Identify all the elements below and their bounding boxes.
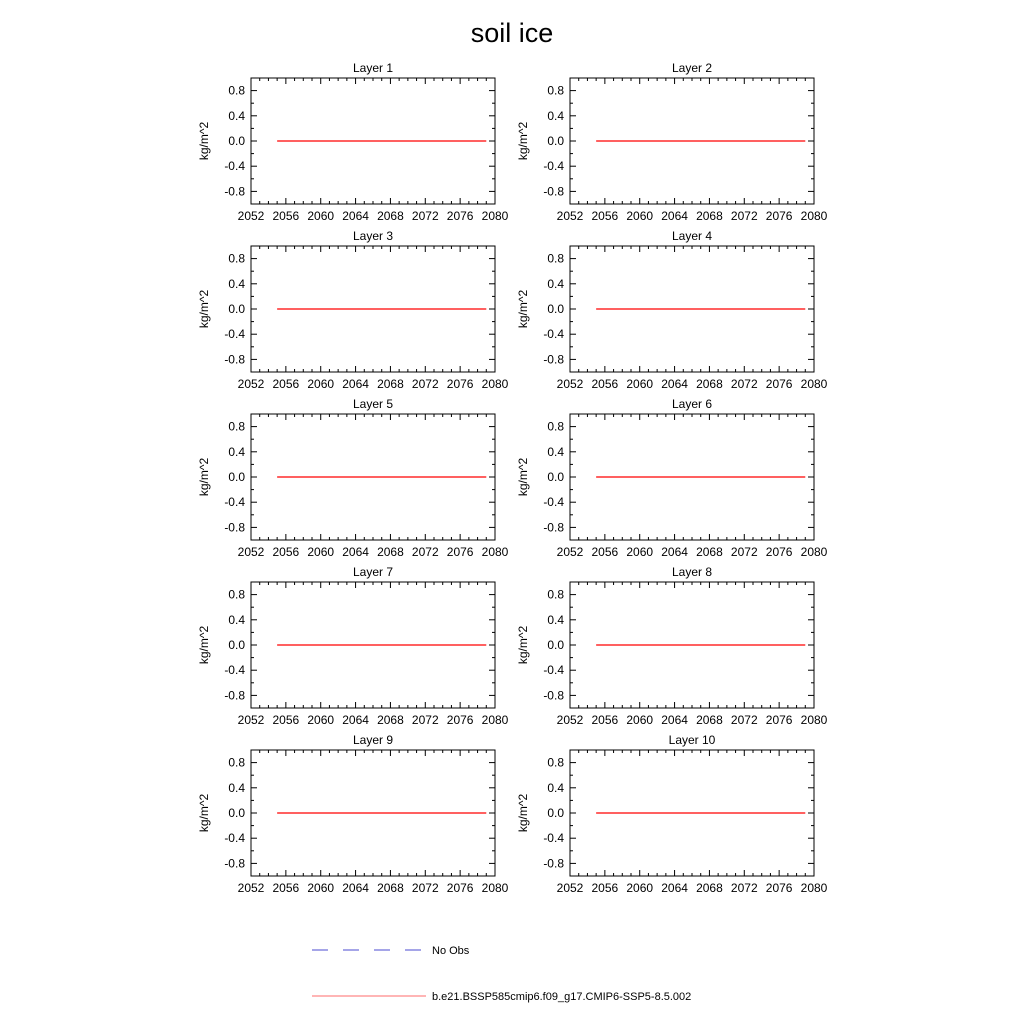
x-tick-label: 2060 [626,209,654,223]
y-axis-label: kg/m^2 [197,289,211,329]
y-tick-label: -0.4 [543,663,564,678]
x-tick-label: 2052 [237,545,265,559]
x-tick-label: 2064 [661,209,688,223]
x-tick-label: 2072 [411,377,439,391]
y-tick-label: 0.0 [547,134,564,148]
x-tick-label: 2060 [307,545,335,559]
x-tick-label: 2060 [626,545,654,559]
y-tick-label: 0.8 [547,587,564,602]
x-tick-label: 2068 [377,713,404,727]
panel-layer-5 [197,397,509,559]
x-tick-label: 2064 [661,545,688,559]
x-tick-label: 2072 [411,545,439,559]
x-tick-label: 2060 [626,377,654,391]
x-tick-label: 2080 [800,545,828,559]
y-tick-label: 0.0 [228,470,245,484]
y-axis-label: kg/m^2 [197,121,211,161]
y-tick-label: 0.8 [547,755,564,770]
x-tick-label: 2068 [696,713,723,727]
x-tick-label: 2068 [377,881,404,895]
y-axis-label: kg/m^2 [197,625,211,665]
x-tick-label: 2076 [765,881,793,895]
x-tick-label: 2068 [696,545,723,559]
x-tick-label: 2076 [446,209,474,223]
x-tick-label: 2064 [661,377,688,391]
panel-title: Layer 4 [671,229,713,243]
figure-title: soil ice [470,18,554,48]
x-tick-label: 2052 [237,713,265,727]
y-tick-label: -0.8 [224,856,245,871]
y-tick-label: -0.8 [543,856,564,871]
x-tick-label: 2080 [481,545,509,559]
x-tick-label: 2060 [307,377,335,391]
x-tick-label: 2068 [377,545,404,559]
panel-layer-8 [516,565,828,727]
y-tick-label: -0.8 [224,184,245,199]
y-tick-label: 0.4 [547,276,564,291]
x-tick-label: 2064 [661,881,688,895]
x-tick-label: 2072 [411,881,439,895]
y-tick-label: -0.4 [224,831,245,846]
panel-title: Layer 6 [671,397,713,411]
x-tick-label: 2076 [446,377,474,391]
x-tick-label: 2072 [411,209,439,223]
panel-layer-9 [197,733,509,895]
x-tick-label: 2068 [696,209,723,223]
x-tick-label: 2080 [481,713,509,727]
y-tick-label: 0.8 [228,83,245,98]
y-tick-label: 0.8 [228,587,245,602]
x-tick-label: 2076 [765,377,793,391]
y-tick-label: -0.4 [224,327,245,342]
x-tick-label: 2064 [342,713,369,727]
panels [197,61,828,895]
y-tick-label: -0.8 [543,688,564,703]
x-tick-label: 2060 [307,209,335,223]
y-tick-label: 0.0 [228,638,245,652]
y-tick-label: 0.8 [547,251,564,266]
x-tick-label: 2052 [237,209,265,223]
x-tick-label: 2056 [272,713,300,727]
x-tick-label: 2080 [481,881,509,895]
x-tick-label: 2056 [591,881,619,895]
y-tick-label: 0.0 [547,302,564,316]
y-tick-label: 0.4 [228,612,245,627]
x-tick-label: 2068 [696,881,723,895]
y-tick-label: -0.4 [543,495,564,510]
panel-title: Layer 1 [352,61,394,75]
panel-title: Layer 10 [668,733,716,747]
x-tick-label: 2080 [481,377,509,391]
x-tick-label: 2064 [342,545,369,559]
x-tick-label: 2052 [556,209,584,223]
y-tick-label: 0.8 [228,251,245,266]
y-tick-label: 0.0 [547,470,564,484]
panel-title: Layer 3 [352,229,394,243]
y-axis-label: kg/m^2 [197,793,211,833]
y-axis-label: kg/m^2 [516,289,530,329]
y-tick-label: 0.4 [228,780,245,795]
x-tick-label: 2072 [730,545,758,559]
y-tick-label: -0.8 [543,184,564,199]
y-tick-label: -0.4 [543,327,564,342]
x-tick-label: 2080 [800,209,828,223]
y-tick-label: 0.4 [228,276,245,291]
y-axis-label: kg/m^2 [197,457,211,497]
x-tick-label: 2080 [800,377,828,391]
x-tick-label: 2076 [446,545,474,559]
x-tick-label: 2060 [626,713,654,727]
x-tick-label: 2056 [591,209,619,223]
x-tick-label: 2060 [626,881,654,895]
x-tick-label: 2080 [800,881,828,895]
x-tick-label: 2056 [272,545,300,559]
y-tick-label: -0.4 [543,831,564,846]
panel-layer-3 [197,229,509,391]
panel-title: Layer 7 [352,565,394,579]
y-tick-label: -0.8 [224,520,245,535]
x-tick-label: 2076 [765,209,793,223]
y-tick-label: 0.0 [228,134,245,148]
x-tick-label: 2064 [342,377,369,391]
x-tick-label: 2064 [342,209,369,223]
y-axis-label: kg/m^2 [516,121,530,161]
x-tick-label: 2064 [342,881,369,895]
y-tick-label: 0.0 [547,638,564,652]
x-tick-label: 2060 [307,713,335,727]
x-tick-label: 2072 [411,713,439,727]
panel-title: Layer 9 [352,733,394,747]
x-tick-label: 2068 [696,377,723,391]
y-axis-label: kg/m^2 [516,457,530,497]
y-tick-label: -0.4 [224,159,245,174]
x-tick-label: 2080 [481,209,509,223]
y-tick-label: -0.4 [224,663,245,678]
panel-layer-1 [197,61,509,223]
x-tick-label: 2072 [730,881,758,895]
legend-label: No Obs [432,945,470,957]
y-tick-label: 0.8 [547,83,564,98]
x-tick-label: 2056 [591,713,619,727]
x-tick-label: 2068 [377,209,404,223]
y-tick-label: 0.4 [547,780,564,795]
panel-layer-4 [516,229,828,391]
panel-layer-10 [516,733,828,895]
y-tick-label: 0.0 [228,302,245,316]
x-tick-label: 2056 [272,209,300,223]
y-tick-label: 0.4 [547,444,564,459]
x-tick-label: 2056 [272,377,300,391]
x-tick-label: 2072 [730,377,758,391]
y-tick-label: 0.4 [228,444,245,459]
panel-title: Layer 2 [671,61,713,75]
x-tick-label: 2060 [307,881,335,895]
x-tick-label: 2072 [730,713,758,727]
panel-layer-7 [197,565,509,727]
x-tick-label: 2052 [556,377,584,391]
x-tick-label: 2052 [237,377,265,391]
y-tick-label: 0.8 [547,419,564,434]
x-tick-label: 2076 [765,545,793,559]
x-tick-label: 2072 [730,209,758,223]
x-tick-label: 2076 [446,881,474,895]
y-tick-label: -0.8 [224,688,245,703]
legend-label: b.e21.BSSP585cmip6.f09_g17.CMIP6-SSP5-8.5.002 [432,991,692,1003]
panel-title: Layer 5 [352,397,394,411]
y-tick-label: 0.0 [547,806,564,820]
panel-layer-2 [516,61,828,223]
x-tick-label: 2064 [661,713,688,727]
x-tick-label: 2056 [272,881,300,895]
y-tick-label: -0.4 [543,159,564,174]
x-tick-label: 2080 [800,713,828,727]
x-tick-label: 2056 [591,377,619,391]
y-axis-label: kg/m^2 [516,793,530,833]
y-tick-label: -0.4 [224,495,245,510]
y-tick-label: -0.8 [543,520,564,535]
x-tick-label: 2052 [556,713,584,727]
y-tick-label: 0.4 [547,612,564,627]
x-tick-label: 2056 [591,545,619,559]
x-tick-label: 2052 [556,545,584,559]
y-tick-label: -0.8 [224,352,245,367]
x-tick-label: 2076 [765,713,793,727]
x-tick-label: 2052 [237,881,265,895]
panel-layer-6 [516,397,828,559]
y-tick-label: 0.0 [228,806,245,820]
x-tick-label: 2068 [377,377,404,391]
y-tick-label: -0.8 [543,352,564,367]
legend [312,945,691,1003]
y-axis-label: kg/m^2 [516,625,530,665]
y-tick-label: 0.8 [228,755,245,770]
y-tick-label: 0.4 [228,108,245,123]
x-tick-label: 2052 [556,881,584,895]
y-tick-label: 0.8 [228,419,245,434]
y-tick-label: 0.4 [547,108,564,123]
panel-title: Layer 8 [671,565,713,579]
x-tick-label: 2076 [446,713,474,727]
